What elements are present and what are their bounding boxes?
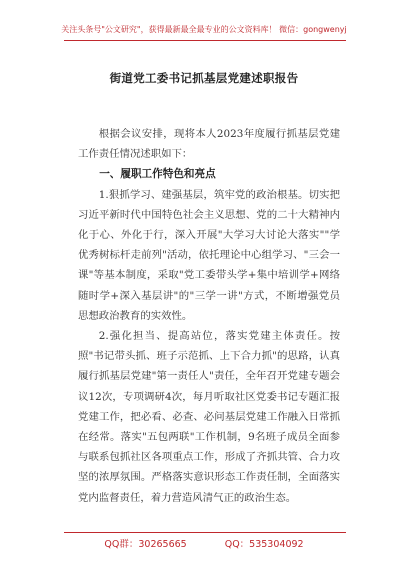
document-title: 街道党工委书记抓基层党建述职报告 — [109, 71, 299, 85]
footer — [0, 536, 408, 550]
intro-paragraph: 根据会议安排，现将本人2023年度履行抓基层党建工作责任情况述职如下： — [78, 128, 340, 161]
footer-qq-group: QQ群：30265665 — [104, 539, 187, 550]
section-heading: 一、履职工作特色和亮点 — [99, 168, 216, 181]
footer-qq: QQ：535304092 — [224, 539, 304, 550]
header-banner: 关注头条号"公文研究"，获得最新最全最专业的公文资料库！ 微信：gongwenyj — [61, 25, 347, 34]
header-divider — [64, 40, 346, 41]
paragraph-1: 1.狠抓学习、建强基层，筑牢党的政治根基。切实把习近平新时代中国特色社会主义思想、党的二十大精神内化于心、外化于行，深入开展"大学习大讨论大落实""学优秀树标杆走前列"活动，依托理论中心组学习、"三会一课"等基本制度，采取"党工委带头学+集中培训学+网络随时学+深入基层讲"的"三学一讲"方式，不断增强党员思想政治教育的实效性。 — [78, 188, 340, 322]
paragraph-2: 2.强化担当、提高站位，落实党建主体责任。按照"书记带头抓、班子示范抓、上下合力抓"的思路，认真履行抓基层党建"第一责任人"责任，全年召开党建专题会议12次，专项调研4次，每月听取社区党委书记专题汇报党建工作，把必看、必查、必问基层党建工作融入日常抓在经常。落实"五包两联"工作机制，9名班子成员全面参与联系包抓社区各项重点工作，形成了齐抓共管、合力攻坚的浓厚氛围。严格落实意识形态工作责任制，全面落实党内监督责任，着力营造风清气正的政治生态。 — [78, 330, 340, 504]
footer-divider — [64, 532, 346, 533]
document-body — [78, 124, 340, 508]
